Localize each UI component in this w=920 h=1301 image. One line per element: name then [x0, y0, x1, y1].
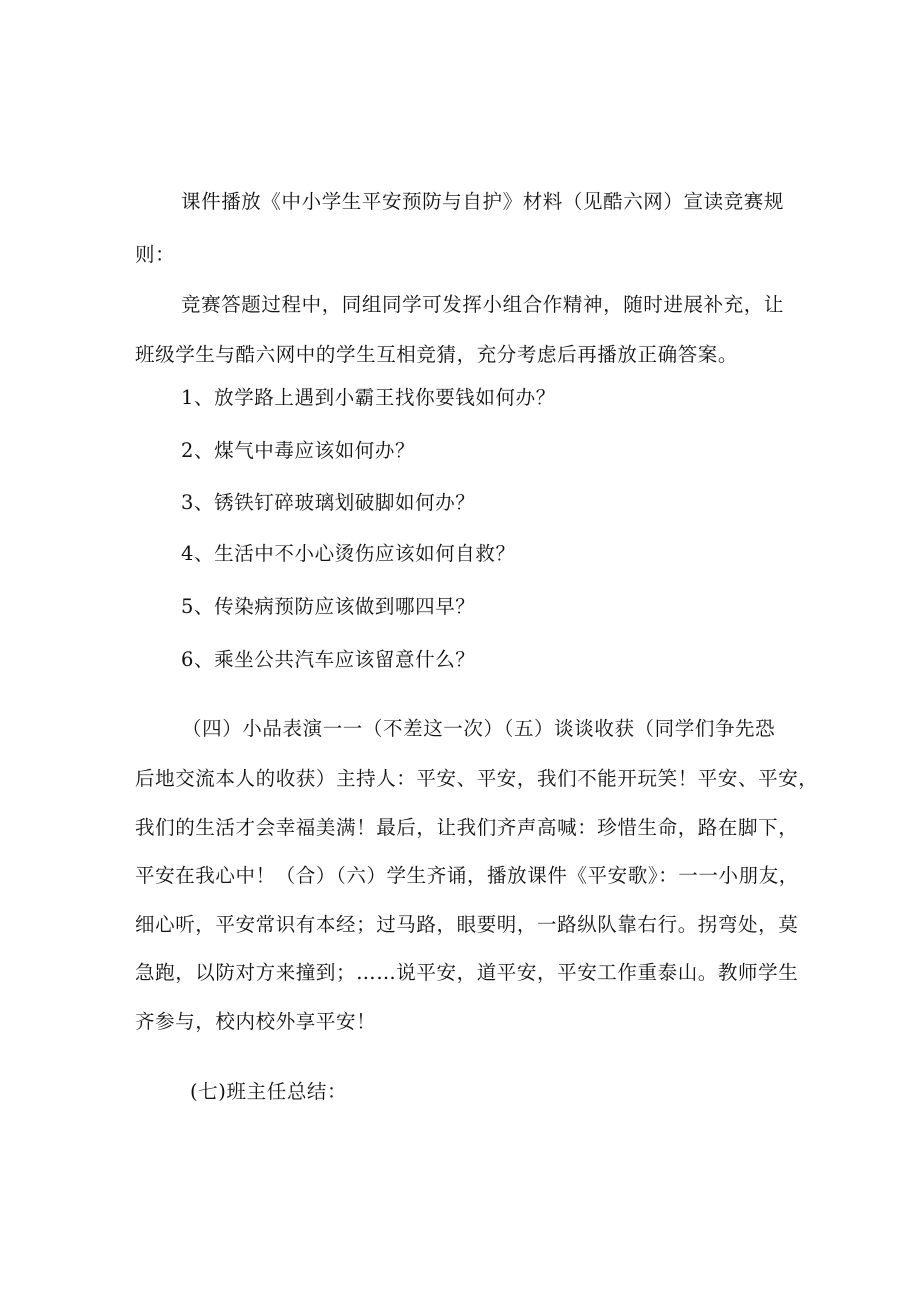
paragraph-line: 课件播放《中小学生平安预防与自护》材料（见酷六网）宣读竞赛规: [181, 190, 785, 213]
section-four-line: 我们的生活才会幸福美满！最后，让我们齐声高喊：珍惜生命，路在脚下，: [135, 816, 799, 839]
question-item: 3、锈铁钉碎玻璃划破脚如何办？: [181, 491, 476, 514]
section-four-line: 齐参与，校内校外享平安！: [135, 1010, 377, 1033]
paragraph-line: 班级学生与酷六网中的学生互相竞猜，充分考虑后再播放正确答案。: [135, 343, 739, 366]
section-four-line: 平安在我心中！（合）（六）学生齐诵，播放课件《平安歌》：一一小朋友，: [135, 864, 799, 887]
question-item: 5、传染病预防应该做到哪四早？: [181, 595, 476, 618]
section-four-line: 急跑，以防对方来撞到；……说平安，道平安，平安工作重泰山。教师学生: [135, 961, 799, 984]
question-item: 4、生活中不小心烫伤应该如何自救？: [181, 542, 516, 565]
section-four-line: （四）小品表演一一（不差这一次）（五）谈谈收获（同学们争先恐: [182, 717, 776, 740]
section-four-line: 后地交流本人的收获）主持人：平安、平安，我们不能开玩笑！平安、平安，: [135, 767, 819, 790]
question-item: 6、乘坐公共汽车应该留意什么？: [181, 648, 476, 671]
paragraph-line: 则：: [135, 243, 176, 266]
section-four-line: 细心听，平安常识有本经；过马路，眼要明，一路纵队靠右行。拐弯处，莫: [135, 913, 799, 936]
question-item: 2、煤气中毒应该如何办？: [181, 439, 416, 462]
paragraph-line: 竞赛答题过程中，同组同学可发挥小组合作精神，随时进展补充，让: [181, 293, 785, 316]
question-item: 1、放学路上遇到小霸王找你要钱如何办？: [181, 386, 556, 409]
section-seven-heading: (七)班主任总结：: [190, 1080, 348, 1103]
